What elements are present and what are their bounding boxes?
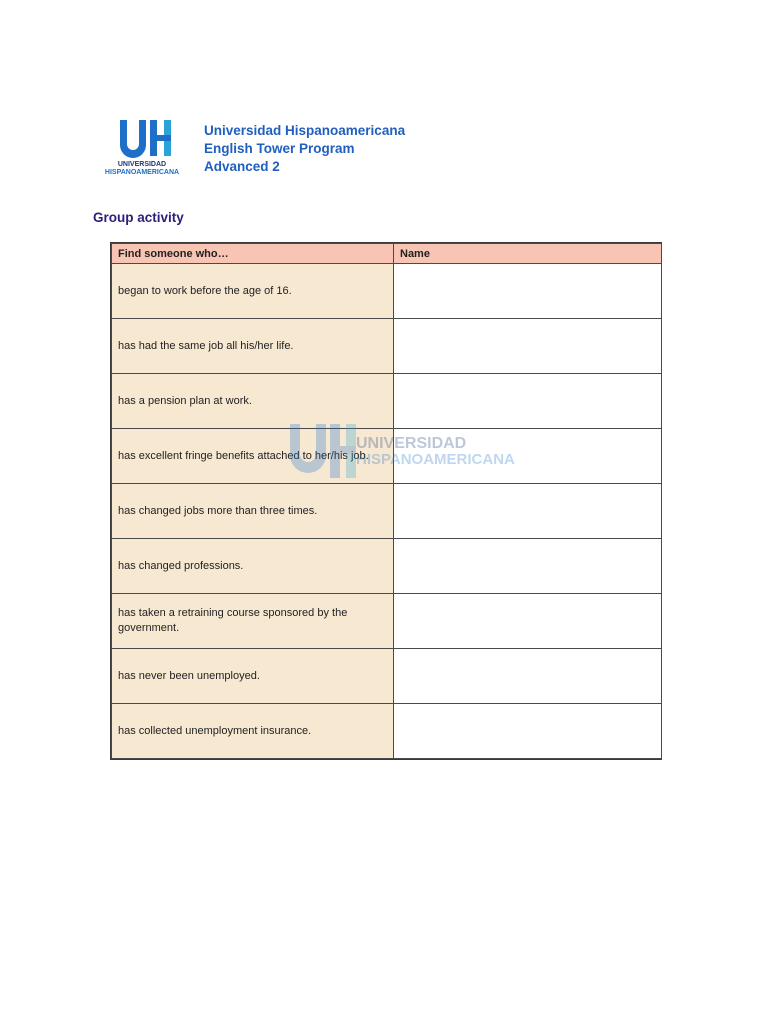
name-cell[interactable] [394,319,662,374]
prompt-cell: has had the same job all his/her life. [112,319,394,374]
activity-table [110,242,662,760]
name-cell[interactable] [394,429,662,484]
table-row [112,594,662,649]
table-header-row [112,244,662,264]
name-cell[interactable] [394,484,662,539]
header-line-university: Universidad Hispanoamericana [204,123,406,138]
name-cell[interactable] [394,704,662,759]
table-row [112,704,662,759]
prompt-cell: has excellent fringe benefits attached to her/his job. [112,429,394,484]
table-row [112,429,662,484]
watermark-text-line1: UNIVERSIDAD [356,435,467,452]
table-row [112,484,662,539]
prompt-cell: began to work before the age of 16. [112,264,394,319]
document-header [204,122,405,176]
prompt-cell: has collected unemployment insurance. [112,704,394,759]
logo-text-line2: HISPANOAMERICANA [104,169,180,176]
section-title: Group activity [93,210,184,225]
table-row [112,319,662,374]
name-cell[interactable] [394,539,662,594]
header-line-program: English Tower Program [204,141,355,156]
table-row [112,374,662,429]
watermark-text-line2: HISPANOAMERICANA [356,451,515,468]
header-line-level: Advanced 2 [204,159,280,174]
name-cell[interactable] [394,264,662,319]
prompt-cell: has a pension plan at work. [112,374,394,429]
university-logo [106,110,178,182]
name-cell[interactable] [394,594,662,649]
table-row [112,539,662,594]
prompt-cell: has never been unemployed. [112,649,394,704]
table-row [112,264,662,319]
prompt-cell: has changed jobs more than three times. [112,484,394,539]
name-cell[interactable] [394,374,662,429]
prompt-cell: has taken a retraining course sponsored by the government. [112,594,394,649]
column-header-find-someone: Find someone who… [112,244,394,264]
table-row [112,649,662,704]
logo-text-line1: UNIVERSIDAD [117,161,167,168]
prompt-cell: has changed professions. [112,539,394,594]
column-header-name: Name [394,244,662,264]
name-cell[interactable] [394,649,662,704]
